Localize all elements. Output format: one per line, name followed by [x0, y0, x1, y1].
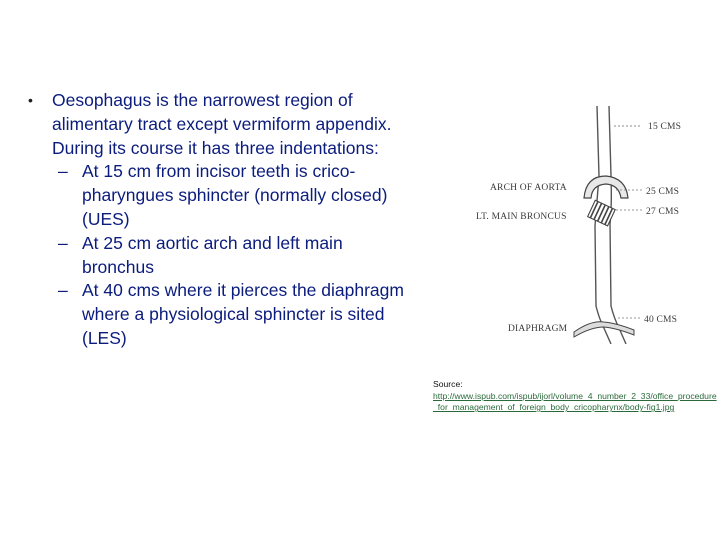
image-source — [433, 379, 717, 414]
main-bullet-item — [28, 89, 418, 351]
dash-marker: – — [58, 280, 68, 301]
bullet-marker: • — [28, 92, 33, 108]
sub-bullet-item — [52, 279, 418, 350]
sub-bullet-item — [52, 232, 418, 280]
label-15cms: 15 CMS — [648, 122, 682, 132]
dash-marker: – — [58, 161, 68, 182]
label-25cms: 25 CMS — [646, 187, 680, 197]
source-link[interactable]: http://www.ispub.com/ispub/ijorl/volume_4_number_2_33/office_procedure_for_management_of_foreign_body_cricopharynx/body-fig1.jpg — [433, 390, 717, 413]
label-40cms: 40 CMS — [644, 315, 678, 325]
oesophagus-diagram-svg — [466, 106, 720, 344]
dash-marker: – — [58, 232, 68, 253]
esophagus-tube — [595, 106, 626, 344]
sub-bullet-text-aortic: At 25 cm aortic arch and left main bronchus — [82, 232, 343, 277]
sub-bullet-text-les: At 40 cms where it pierces the diaphragm where a physiological sphincter is sited (LES) — [82, 280, 404, 348]
sub-bullet-text-ues: At 15 cm from incisor teeth is crico-pharyngues sphincter (normally closed) (UES) — [82, 161, 388, 229]
label-main-bronchus: LT. MAIN BRONCUS — [476, 212, 567, 222]
label-27cms: 27 CMS — [646, 207, 680, 217]
main-bullet-text: Oesophagus is the narrowest region of alimentary tract except vermiform appendix. During its course it has three indentations: — [52, 90, 392, 158]
label-diaphragm: DIAPHRAGM — [508, 324, 568, 334]
label-arch-of-aorta: ARCH OF AORTA — [490, 183, 567, 193]
bullet-list — [28, 89, 418, 351]
sub-bullet-item — [52, 160, 418, 231]
oesophagus-diagram — [466, 106, 720, 344]
aortic-arch — [584, 176, 628, 198]
source-label: Source: — [433, 379, 463, 389]
sub-bullet-list — [52, 160, 418, 350]
